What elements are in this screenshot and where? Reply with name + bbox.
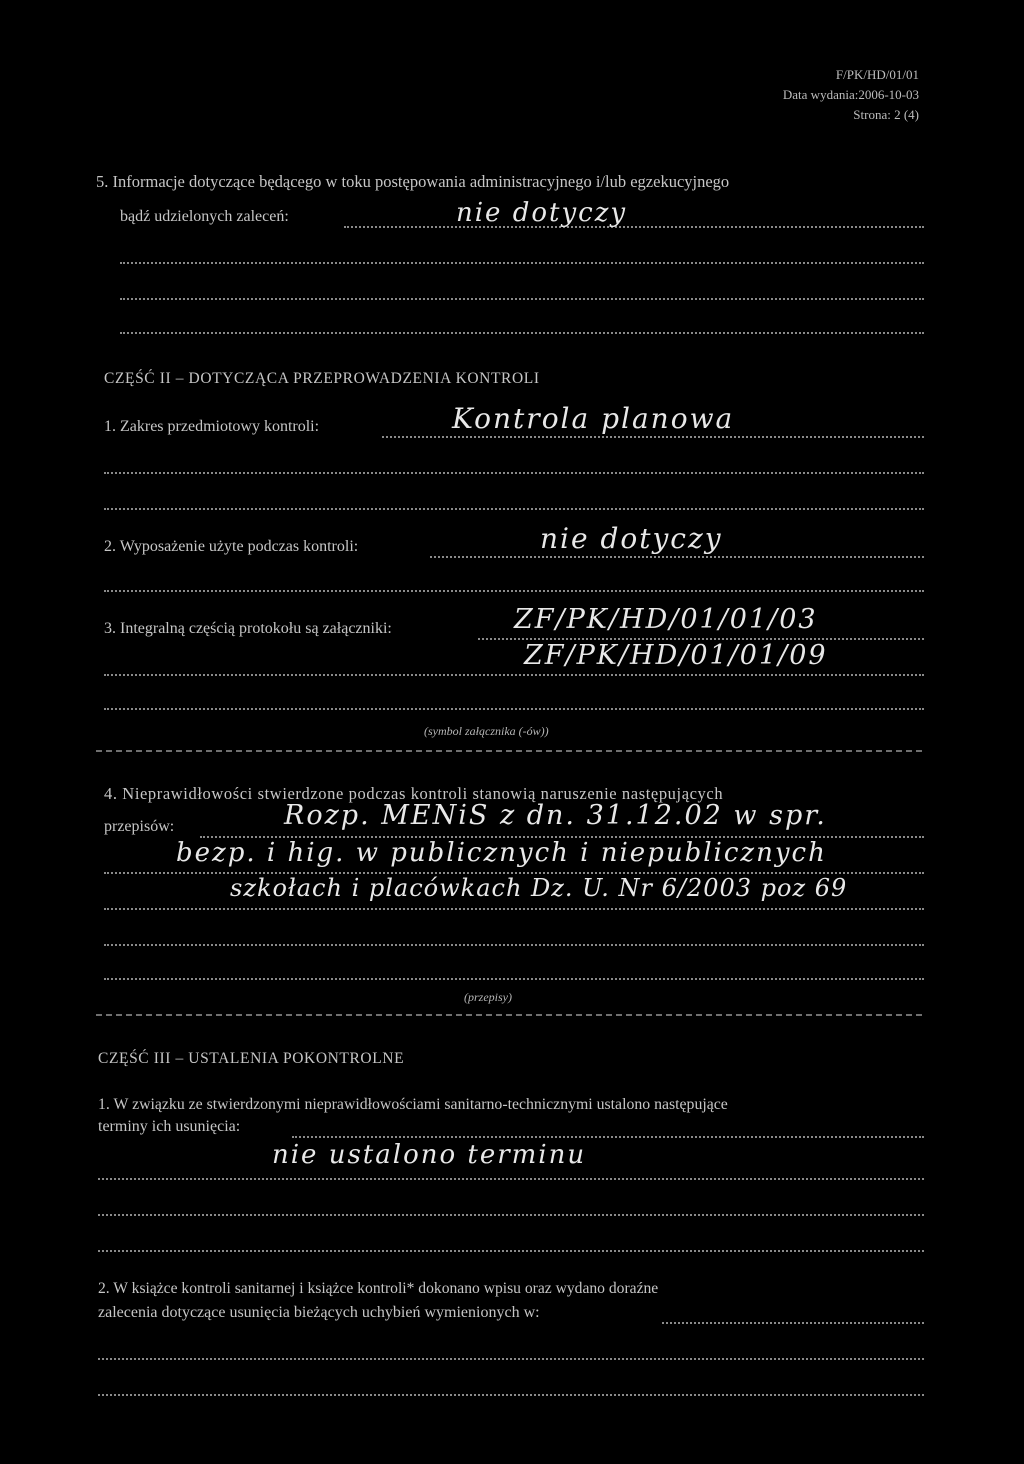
part2-item3-handwritten-2: ZF/PK/HD/01/01/09 (524, 640, 828, 671)
part2-item3-blank-1 (104, 674, 924, 676)
section5-blank-line-3 (120, 332, 924, 334)
part2-item4-blank-2 (104, 908, 924, 910)
part2-title: CZĘŚĆ II – DOTYCZĄCA PRZEPROWADZENIA KONTROLI (104, 370, 540, 387)
part2-item4-handwritten-3: szkołach i placówkach Dz. U. Nr 6/2003 poz 69 (230, 874, 848, 902)
section-divider-2 (96, 1014, 922, 1016)
section5-label: bądź udzielonych zaleceń: (120, 208, 289, 225)
section-divider-1 (96, 750, 922, 752)
part2-item3-label: 3. Integralną częścią protokołu są załączniki: (104, 620, 392, 637)
part3-item1-blank-3 (98, 1250, 924, 1252)
section5-handwritten: nie dotyczy (456, 198, 628, 228)
section5-field-line (344, 226, 924, 228)
part3-item1-line (292, 1136, 924, 1138)
issue-date: Data wydania:2006-10-03 (782, 87, 919, 102)
part3-item2-line1: 2. W książce kontroli sanitarnej i książce kontroli* dokonano wpisu oraz wydano doraźne (98, 1280, 659, 1297)
part3-title: CZĘŚĆ III – USTALENIA POKONTROLNE (98, 1050, 405, 1067)
part2-item1-blank-1 (104, 472, 924, 474)
part3-item1-blank-1 (98, 1178, 924, 1180)
document-code: F/PK/HD/01/01 (835, 67, 919, 82)
part3-item2-blank-2 (98, 1394, 924, 1396)
part2-item1-handwritten: Kontrola planowa (452, 402, 735, 435)
part2-item2-label: 2. Wyposażenie użyte podczas kontroli: (104, 538, 359, 555)
part2-item4-handwritten-1: Rozp. MENiS z dn. 31.12.02 w spr. (284, 800, 827, 831)
part2-item2-blank (104, 590, 924, 592)
section5-blank-line-2 (120, 298, 924, 300)
part2-item4-blank-3 (104, 944, 924, 946)
part2-item2-line (430, 556, 924, 558)
section5-line1: 5. Informacje dotyczące będącego w toku postępowania administracyjnego i/lub egzekucyjnego (96, 172, 730, 191)
section5-blank-line-1 (120, 262, 924, 264)
part3-item1-line1: 1. W związku ze stwierdzonymi nieprawidłowościami sanitarno-technicznymi ustalono następujące (98, 1096, 728, 1113)
part3-item2-blank-1 (98, 1358, 924, 1360)
part2-item1-blank-2 (104, 508, 924, 510)
part2-item4-handwritten-2: bezp. i hig. w publicznych i niepublicznych (176, 838, 827, 868)
part3-item2-line (662, 1322, 924, 1324)
part3-item1-blank-2 (98, 1214, 924, 1216)
page-number: Strona: 2 (4) (853, 107, 919, 122)
part2-item1-line (382, 436, 924, 438)
part2-item3-caption: (symbol załącznika (-ów)) (424, 724, 549, 738)
part2-item4-line1: 4. Nieprawidłowości stwierdzone podczas kontroli stanowią naruszenie następujących (104, 784, 724, 803)
part2-item3-handwritten-1: ZF/PK/HD/01/01/03 (514, 604, 818, 635)
part3-item1-handwritten: nie ustalono terminu (272, 1140, 587, 1170)
part2-item3-blank-2 (104, 708, 924, 710)
part2-item4-caption: (przepisy) (464, 990, 512, 1004)
part2-item4-label: przepisów: (104, 818, 175, 835)
part2-item4-blank-4 (104, 978, 924, 980)
part3-item1-line2: terminy ich usunięcia: (98, 1118, 241, 1135)
part3-item2-line2: zalecenia dotyczące usunięcia bieżących uchybień wymienionych w: (98, 1304, 540, 1321)
part2-item2-handwritten: nie dotyczy (540, 522, 723, 555)
part2-item1-label: 1. Zakres przedmiotowy kontroli: (104, 418, 320, 435)
